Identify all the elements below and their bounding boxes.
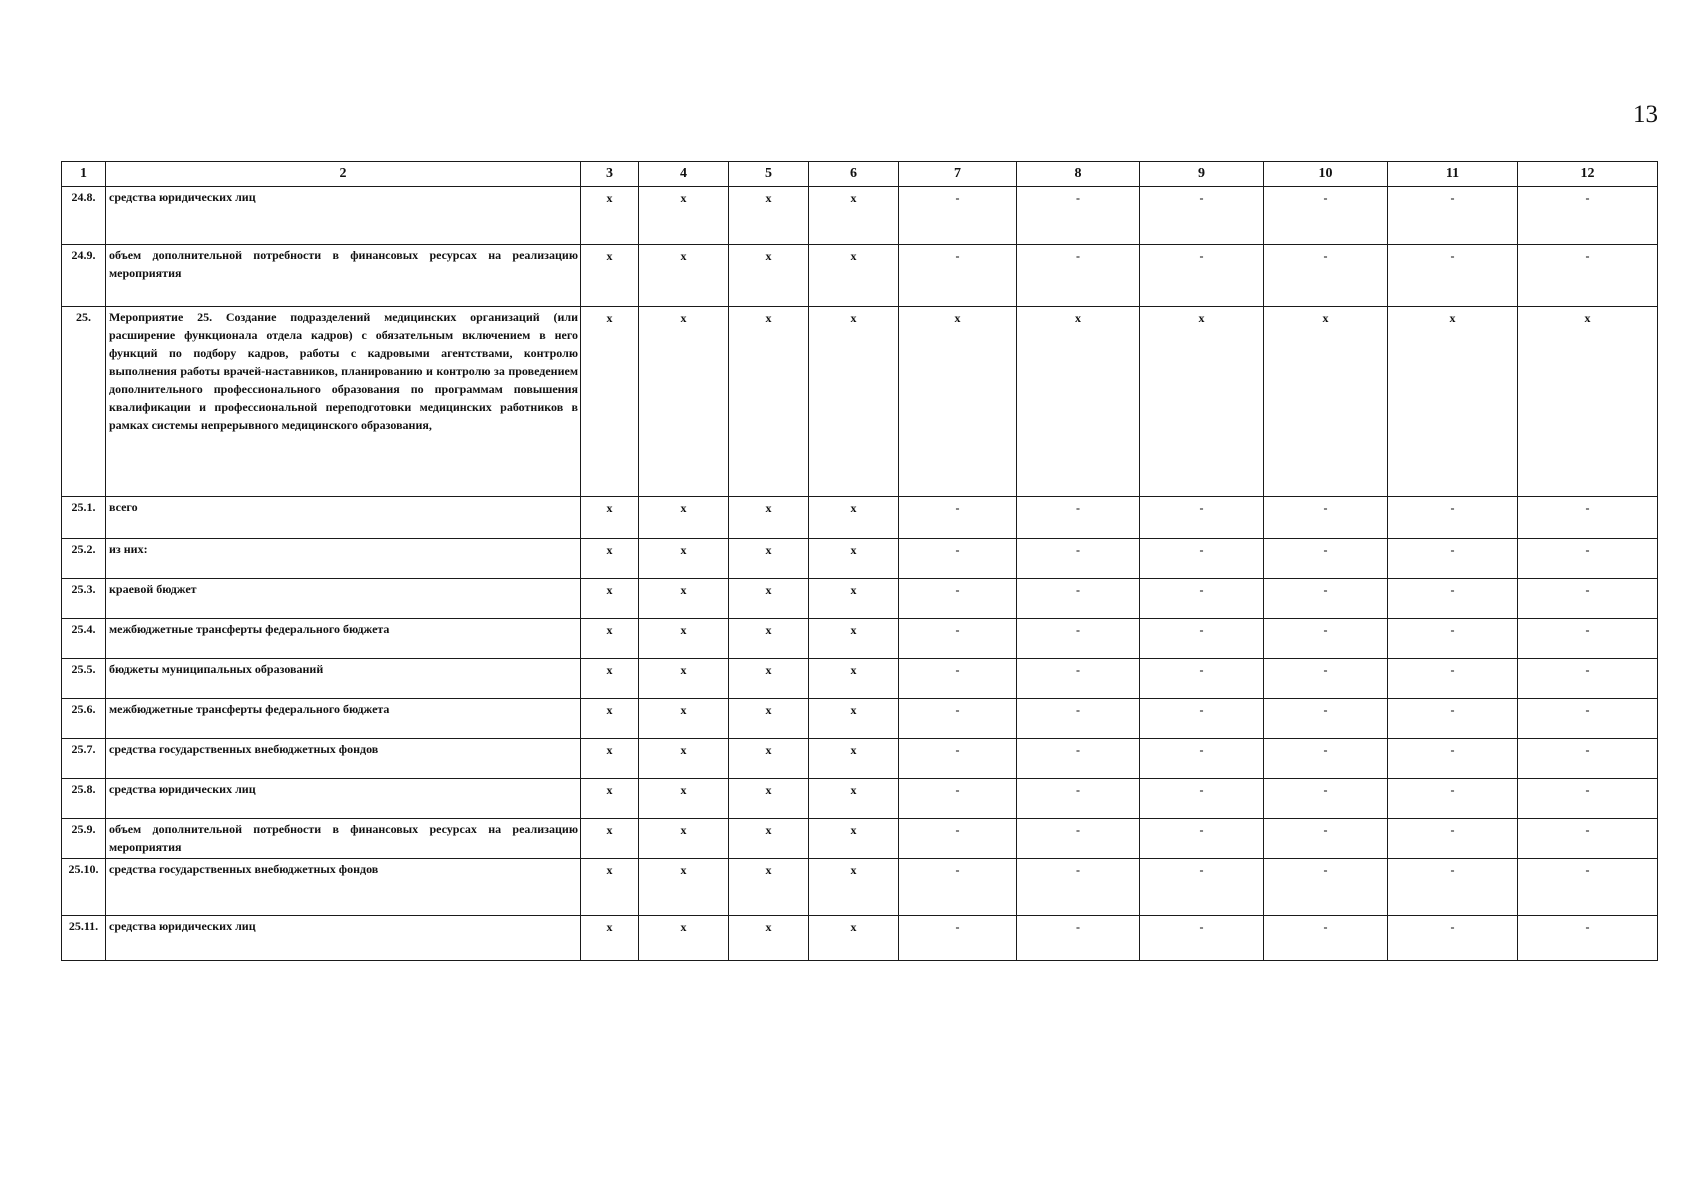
row-value-cell: x [809, 579, 899, 619]
row-number: 25.6. [62, 699, 106, 739]
row-value-cell: - [1140, 819, 1264, 859]
row-value-cell: x [581, 819, 639, 859]
row-value-cell: - [899, 619, 1017, 659]
row-value-cell: - [1017, 699, 1140, 739]
row-value-cell: - [1518, 539, 1658, 579]
table-row [62, 659, 1658, 699]
row-value-cell: - [1264, 187, 1388, 245]
row-value-cell: - [1017, 539, 1140, 579]
row-value-cell: - [1017, 779, 1140, 819]
row-value-cell: - [1518, 579, 1658, 619]
row-value-cell: x [809, 619, 899, 659]
row-value-cell: x [639, 579, 729, 619]
row-name: из них: [106, 539, 581, 579]
row-value-cell: - [1518, 699, 1658, 739]
row-number: 25.3. [62, 579, 106, 619]
row-value-cell: x [729, 819, 809, 859]
row-value-cell: x [581, 699, 639, 739]
row-value-cell: - [899, 497, 1017, 539]
row-value-cell: - [899, 187, 1017, 245]
row-value-cell: - [1264, 245, 1388, 307]
row-value-cell: - [899, 245, 1017, 307]
table-row [62, 187, 1658, 245]
column-header: 11 [1388, 162, 1518, 187]
row-value-cell: x [581, 619, 639, 659]
column-number-row [62, 162, 1658, 187]
row-value-cell: - [1518, 619, 1658, 659]
row-value-cell: - [1518, 819, 1658, 859]
row-value-cell: - [1388, 187, 1518, 245]
row-value-cell: - [899, 916, 1017, 961]
column-header: 5 [729, 162, 809, 187]
row-value-cell: x [639, 916, 729, 961]
row-value-cell: - [1140, 539, 1264, 579]
row-value-cell: - [1017, 579, 1140, 619]
row-value-cell: - [1140, 739, 1264, 779]
row-value-cell: - [1264, 779, 1388, 819]
row-value-cell: x [809, 699, 899, 739]
row-value-cell: - [1264, 739, 1388, 779]
row-value-cell: x [639, 245, 729, 307]
row-value-cell: - [899, 819, 1017, 859]
row-value-cell: - [899, 539, 1017, 579]
row-value-cell: - [1017, 739, 1140, 779]
row-value-cell: x [639, 859, 729, 916]
row-value-cell: - [1518, 659, 1658, 699]
financing-table [61, 161, 1658, 961]
table-row [62, 579, 1658, 619]
row-value-cell: x [729, 699, 809, 739]
column-header: 7 [899, 162, 1017, 187]
column-header: 12 [1518, 162, 1658, 187]
row-value-cell: x [729, 739, 809, 779]
row-value-cell: - [1388, 819, 1518, 859]
row-value-cell: - [1264, 659, 1388, 699]
row-value-cell: - [1017, 619, 1140, 659]
row-value-cell: x [729, 497, 809, 539]
row-name: всего [106, 497, 581, 539]
page-number: 13 [1633, 101, 1658, 128]
row-number: 24.8. [62, 187, 106, 245]
row-value-cell: x [809, 307, 899, 497]
row-value-cell: - [1388, 859, 1518, 916]
row-value-cell: x [639, 539, 729, 579]
row-name: средства государственных внебюджетных фондов [106, 859, 581, 916]
row-value-cell: - [1140, 579, 1264, 619]
row-number: 25.1. [62, 497, 106, 539]
row-value-cell: x [639, 819, 729, 859]
row-number: 25.9. [62, 819, 106, 859]
row-value-cell: - [1388, 699, 1518, 739]
row-value-cell: - [1017, 916, 1140, 961]
row-value-cell: - [1388, 497, 1518, 539]
row-value-cell: - [1518, 779, 1658, 819]
table-row [62, 859, 1658, 916]
table-row [62, 245, 1658, 307]
column-header: 10 [1264, 162, 1388, 187]
row-value-cell: - [1388, 779, 1518, 819]
row-value-cell: - [1518, 859, 1658, 916]
row-value-cell: x [1518, 307, 1658, 497]
row-number: 25.7. [62, 739, 106, 779]
row-value-cell: - [1140, 859, 1264, 916]
row-value-cell: - [1518, 916, 1658, 961]
row-value-cell: x [639, 659, 729, 699]
table-row [62, 779, 1658, 819]
row-value-cell: x [729, 539, 809, 579]
row-value-cell: x [581, 245, 639, 307]
row-value-cell: x [639, 187, 729, 245]
row-value-cell: x [809, 187, 899, 245]
row-value-cell: x [581, 916, 639, 961]
row-value-cell: x [581, 659, 639, 699]
row-name: бюджеты муниципальных образований [106, 659, 581, 699]
row-value-cell: - [899, 739, 1017, 779]
column-header: 1 [62, 162, 106, 187]
row-value-cell: x [809, 779, 899, 819]
row-value-cell: x [729, 619, 809, 659]
row-value-cell: - [899, 859, 1017, 916]
row-value-cell: - [1140, 779, 1264, 819]
row-value-cell: - [1264, 539, 1388, 579]
row-number: 25.11. [62, 916, 106, 961]
row-name: средства юридических лиц [106, 779, 581, 819]
row-value-cell: x [729, 916, 809, 961]
row-number: 25. [62, 307, 106, 497]
row-number: 25.8. [62, 779, 106, 819]
row-value-cell: - [1518, 739, 1658, 779]
row-value-cell: x [1017, 307, 1140, 497]
column-header: 2 [106, 162, 581, 187]
row-value-cell: x [729, 579, 809, 619]
row-value-cell: - [899, 699, 1017, 739]
row-value-cell: x [639, 497, 729, 539]
row-number: 25.10. [62, 859, 106, 916]
row-value-cell: - [1264, 579, 1388, 619]
row-value-cell: - [1518, 497, 1658, 539]
row-value-cell: x [1264, 307, 1388, 497]
row-value-cell: - [1388, 659, 1518, 699]
row-value-cell: x [639, 699, 729, 739]
column-header: 9 [1140, 162, 1264, 187]
row-number: 25.4. [62, 619, 106, 659]
row-value-cell: x [899, 307, 1017, 497]
row-value-cell: - [1388, 539, 1518, 579]
row-value-cell: x [639, 307, 729, 497]
row-number: 24.9. [62, 245, 106, 307]
row-name: краевой бюджет [106, 579, 581, 619]
row-value-cell: - [1388, 579, 1518, 619]
row-value-cell: - [1264, 819, 1388, 859]
column-header: 8 [1017, 162, 1140, 187]
row-name: Мероприятие 25. Создание подразделений медицинских организаций (или расширение функционала отдела кадров) с обязательным включением в него функций по подбору кадров, работы с кадровыми агентствами, контролю выполнения работы врачей-наставников, планированию и контролю за проведением дополнительного профессионального образования по программам повышения квалификации и профессиональной переподготовки медицинских работников в рамках системы непрерывного медицинского образования, [106, 307, 581, 497]
row-value-cell: x [581, 539, 639, 579]
row-name: межбюджетные трансферты федерального бюджета [106, 619, 581, 659]
row-value-cell: x [729, 779, 809, 819]
row-value-cell: - [1264, 619, 1388, 659]
table-row [62, 819, 1658, 859]
row-name: межбюджетные трансферты федерального бюджета [106, 699, 581, 739]
row-value-cell: - [1388, 739, 1518, 779]
row-number: 25.5. [62, 659, 106, 699]
row-value-cell: x [729, 307, 809, 497]
table-row [62, 307, 1658, 497]
row-value-cell: x [809, 859, 899, 916]
row-value-cell: - [1140, 245, 1264, 307]
row-value-cell: - [1140, 659, 1264, 699]
row-name: средства государственных внебюджетных фондов [106, 739, 581, 779]
row-value-cell: x [581, 497, 639, 539]
row-value-cell: x [581, 859, 639, 916]
row-value-cell: x [581, 187, 639, 245]
row-value-cell: - [899, 579, 1017, 619]
row-value-cell: - [1264, 859, 1388, 916]
row-value-cell: x [581, 779, 639, 819]
table-row [62, 539, 1658, 579]
row-value-cell: - [1140, 187, 1264, 245]
table-row [62, 619, 1658, 659]
row-value-cell: x [809, 659, 899, 699]
table-row [62, 739, 1658, 779]
row-name: объем дополнительной потребности в финансовых ресурсах на реализацию мероприятия [106, 819, 581, 859]
row-value-cell: - [899, 779, 1017, 819]
row-value-cell: - [1017, 659, 1140, 699]
row-value-cell: x [639, 739, 729, 779]
row-value-cell: x [639, 779, 729, 819]
table-row [62, 497, 1658, 539]
row-value-cell: - [1264, 497, 1388, 539]
row-value-cell: x [809, 497, 899, 539]
row-value-cell: - [1264, 699, 1388, 739]
row-value-cell: x [729, 187, 809, 245]
row-value-cell: x [809, 539, 899, 579]
row-value-cell: - [1017, 497, 1140, 539]
row-name: объем дополнительной потребности в финансовых ресурсах на реализацию мероприятия [106, 245, 581, 307]
row-value-cell: - [1388, 245, 1518, 307]
row-value-cell: - [1140, 916, 1264, 961]
row-value-cell: - [1264, 916, 1388, 961]
row-value-cell: - [1388, 619, 1518, 659]
row-value-cell: x [729, 245, 809, 307]
row-value-cell: - [1518, 245, 1658, 307]
row-value-cell: - [1017, 187, 1140, 245]
table-body [62, 162, 1658, 961]
row-value-cell: x [809, 245, 899, 307]
row-name: средства юридических лиц [106, 916, 581, 961]
row-value-cell: x [809, 739, 899, 779]
table-row [62, 916, 1658, 961]
row-value-cell: x [581, 739, 639, 779]
row-value-cell: - [1140, 699, 1264, 739]
row-value-cell: - [1017, 819, 1140, 859]
row-name: средства юридических лиц [106, 187, 581, 245]
row-value-cell: x [581, 579, 639, 619]
row-value-cell: x [729, 859, 809, 916]
row-value-cell: - [1017, 245, 1140, 307]
column-header: 3 [581, 162, 639, 187]
row-value-cell: x [581, 307, 639, 497]
column-header: 4 [639, 162, 729, 187]
row-value-cell: x [809, 819, 899, 859]
row-value-cell: x [809, 916, 899, 961]
row-value-cell: - [1140, 497, 1264, 539]
row-value-cell: - [1388, 916, 1518, 961]
row-value-cell: x [1388, 307, 1518, 497]
column-header: 6 [809, 162, 899, 187]
row-value-cell: x [1140, 307, 1264, 497]
row-value-cell: - [899, 659, 1017, 699]
row-value-cell: x [729, 659, 809, 699]
row-value-cell: x [639, 619, 729, 659]
row-number: 25.2. [62, 539, 106, 579]
row-value-cell: - [1140, 619, 1264, 659]
table-row [62, 699, 1658, 739]
row-value-cell: - [1518, 187, 1658, 245]
row-value-cell: - [1017, 859, 1140, 916]
